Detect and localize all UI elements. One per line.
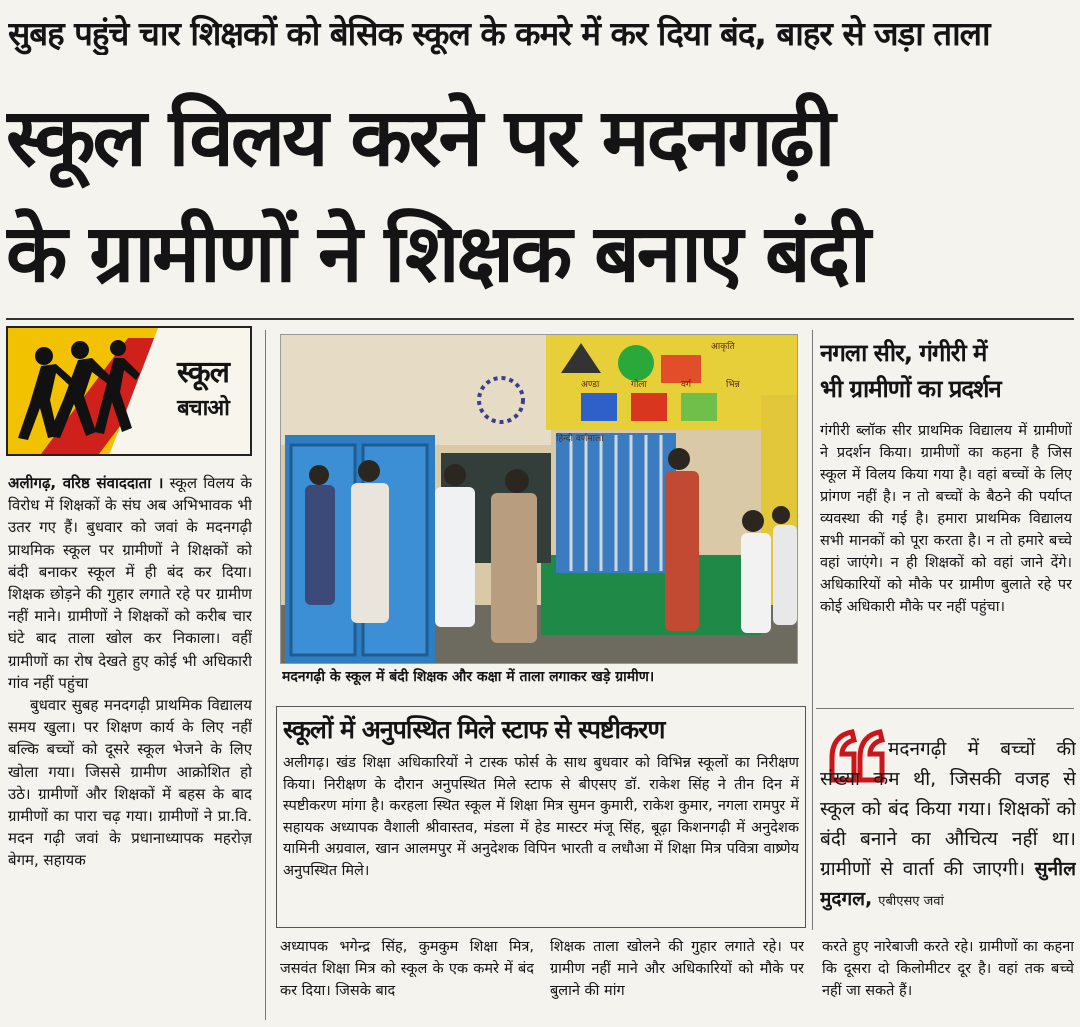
side-story-box [820, 330, 1074, 700]
absent-staff-body: अलीगढ़। खंड शिक्षा अधिकारियों ने टास्क फोर्स के साथ बुधवार को विभिन्न स्कूलों का निरीक्षण किया। निरीक्षण के दौरान अनुपस्थित मिले स्टाफ से बीएसए डॉ. राकेश सिंह ने तीन दिन में स्पष्टीकरण मांगा है। करहला स्थित स्कूल में शिक्षा मित्र सुमन कुमारी, राकेश कुमार, नगला रामपुर में सहायक अध्यापक वैशाली श्रीवास्तव, मंडला में हेड मास्टर मंजू सिंह, बूढ़ा किशनगढ़ी में अनुदेशक यामिनी अग्रवाल, खान आलमपुर में अनुदेशक विपिन भारती व लधौआ में शिक्षा मित्र पवित्रा वाष्र्णेय अनुपस्थित मिले। [283, 755, 799, 879]
quote-text: मदनगढ़ी में बच्चों की संख्या कम थी, जिसकी वजह से स्कूल को बंद किया गया। शिक्षकों को बंदी बनाने का औचित्य नहीं था। ग्रामीणों से वार्ता की जाएगी। [820, 738, 1076, 880]
absent-staff-title: स्कूलों में अनुपस्थित मिले स्टाफ से स्पष्टीकरण [283, 715, 665, 744]
kicker-headline: सुबह पहुंचे चार शिक्षकों को बेसिक स्कूल के कमरे में कर दिया बंद, बाहर से जड़ा ताला [8, 14, 990, 53]
absent-staff-story-box [276, 706, 806, 928]
dateline: अलीगढ़, वरिष्ठ संवाददाता । [8, 474, 164, 492]
main-headline-line-2: के ग्रामीणों ने शिक्षक बनाए बंदी [6, 207, 868, 300]
left-paragraph-2: बुधवार सुबह मनदगढ़ी प्राथमिक विद्यालय समय खुला। पर शिक्षण कार्य के लिए नहीं बल्कि बच्चों को दूसरे स्कूल भेजने के लिए खोला गया। जिससे ग्रामीण आक्रोशित हो उठे। ग्रामीणों और शिक्षकों में बहस के बाद ग्रामीणों का पारा चढ़ गया। ग्रामीणों ने प्रा.वि. मदन गढ़ी जवां के प्रधानाध्यापक महरोज़ बेगम, सहायक [8, 696, 252, 870]
photo-caption: मदनगढ़ी के स्कूल में बंदी शिक्षक और कक्षा में ताला लगाकर खड़े ग्रामीण। [282, 669, 655, 685]
wall-chart-word: अण्डा [581, 380, 600, 390]
quote-author-designation: एबीएसए जवां [878, 894, 944, 909]
side-box-divider [816, 708, 1074, 709]
wall-chart-word: वर्ग [681, 380, 692, 390]
bottom-column-1: अध्यापक भगेन्द्र सिंह, कुमकुम शिक्षा मित्र, जसवंत शिक्षा मित्र को स्कूल के एक कमरे में बंद कर दिया। जिसके बाद [280, 939, 534, 1000]
left-paragraph-1: स्कूल विलय के विरोध में शिक्षकों के संघ अब अभिभावक भी उतर गए हैं। बुधवार को जवां के मदनगढ़ी प्राथमिक स्कूल पर ग्रामीणों ने शिक्षकों को बंदी बनाकर स्कूल में ही बंद कर दिया। शिक्षक छोड़ने की गुहार लगाते रहे पर ग्रामीण नहीं माने। ग्रामीणों ने शिक्षकों को करीब चार घंटे बाद ताला खोल कर निकाला। वहीं ग्रामीणों का रोष देखते हुए कोई भी अधिकारी गांव नहीं पहुंचा [8, 474, 252, 692]
side-story-body: गंगीरी ब्लॉक सीर प्राथमिक विद्यालय में ग्रामीणों ने प्रदर्शन किया। ग्रामीणों का कहना है जिस स्कूल में विलय किया गया है। वहां बच्चों के लिए प्रांगण नहीं है। न तो बच्चों के बैठने की पर्याप्त व्यवस्था की गई है। हमारा प्राथमिक विद्यालय सभी मानकों को पूरा करता है। न तो हमारे बच्चे वहां जाएंगे। न ही शिक्षकों को वहां जाने देंगे। अधिकारियों को मौके पर ग्रामीण बुलाते रहे पर कोई अधिकारी मौके पर नहीं पहुंचा। [820, 423, 1072, 615]
column-divider-right [812, 330, 813, 930]
main-headline-line-1: स्कूल विलय करने पर मदनगढ़ी [6, 91, 833, 184]
left-column-story [8, 472, 252, 948]
wall-chart-word: गोला [631, 380, 647, 390]
quote-author: सुनील मुदगल, [820, 858, 1076, 910]
logo-text-line-2: बचाओ [177, 396, 229, 421]
side-story-title-line-2: भी ग्रामीणों का प्रदर्शन [820, 375, 1001, 403]
wall-chart-word: भिन्न [726, 380, 740, 390]
classroom-illustration-icon [281, 335, 798, 664]
column-divider-left [265, 330, 266, 1020]
wall-chart-word: आकृति [711, 342, 735, 352]
bottom-column-2: शिक्षक ताला खोलने की गुहार लगाते रहे। पर ग्रामीण नहीं माने और अधिकारियों को मौके पर बुलाने की मांग [550, 939, 804, 1000]
headline-divider [6, 318, 1074, 320]
wall-chart-word: हिन्दी वर्णमाला [556, 434, 604, 444]
bottom-column-3: करते हुए नारेबाजी करते रहे। ग्रामीणों का कहना कि दूसरा दो किलोमीटर दूर है। वहां तक बच्चे नहीं जा सकते हैं। [822, 939, 1074, 1000]
logo-text-line-1: स्कूल [176, 355, 230, 390]
quote-block [820, 734, 1076, 917]
classroom-photo [280, 334, 798, 664]
side-story-title-line-1: नगला सीर, गंगीरी में [820, 339, 987, 367]
school-bachao-logo [6, 326, 252, 456]
